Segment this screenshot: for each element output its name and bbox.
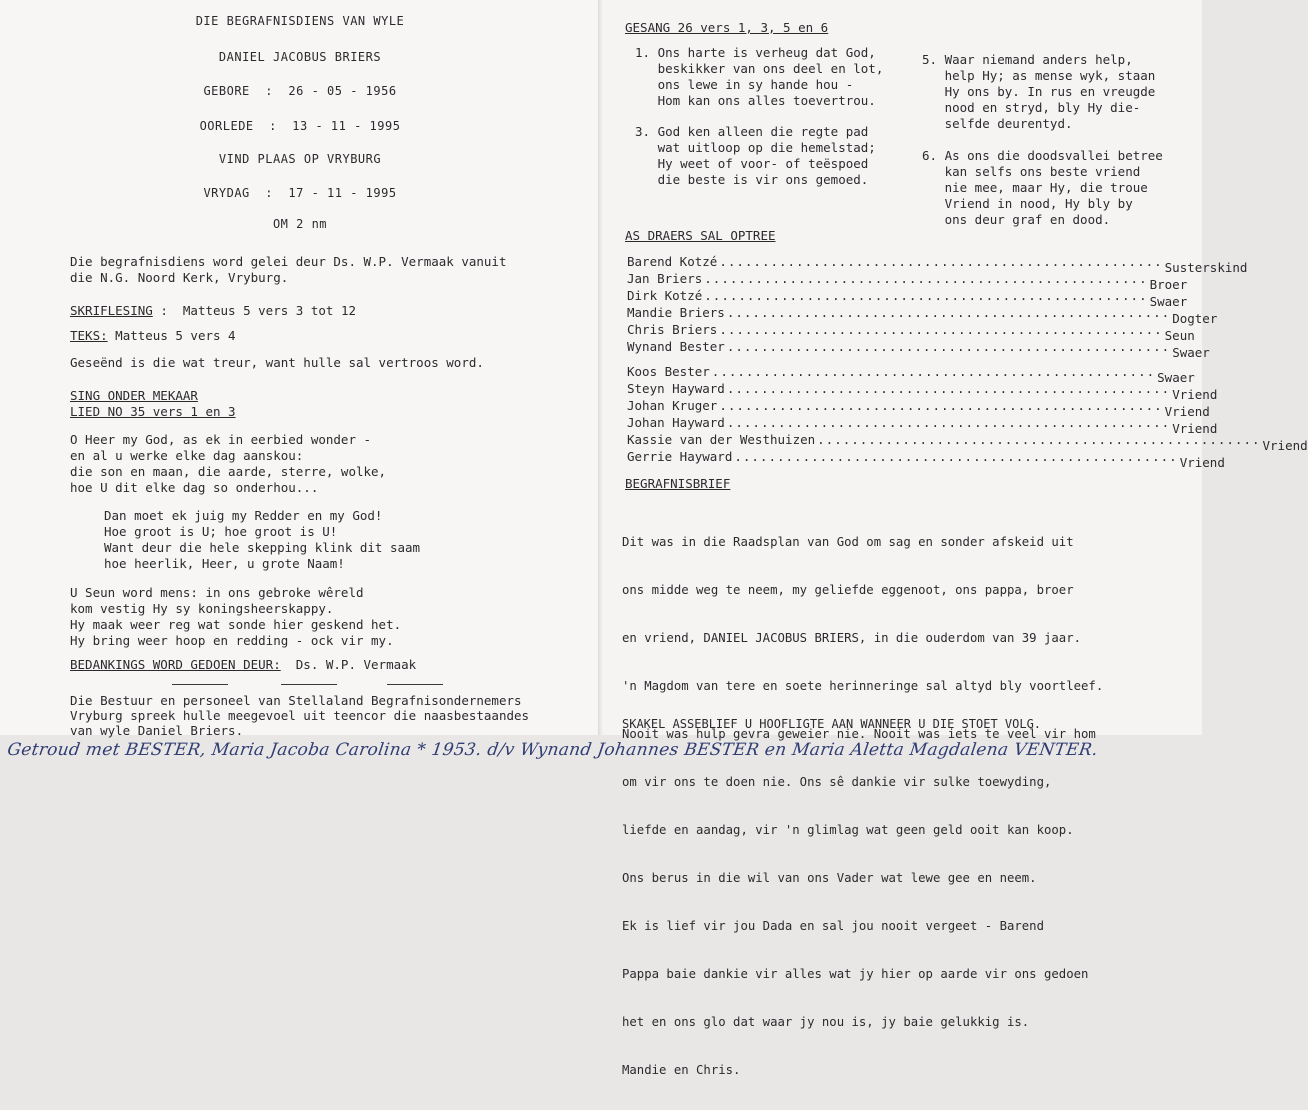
- pallbearer-name: Jan Briers: [627, 271, 703, 286]
- hymn-line: U Seun word mens: in ons gebroke wêreld: [70, 585, 364, 600]
- dot-leader: ....................................................: [734, 449, 1178, 464]
- pallbearer-role: Vriend: [1262, 438, 1308, 453]
- pallbearer-row: [627, 449, 1225, 470]
- verse-line: 3. God ken alleen die regte pad: [635, 124, 869, 139]
- verse-line: Hy ons by. In rus en vreugde: [922, 84, 1156, 99]
- hymn-line: hoe U dit elke dag so onderhou...: [70, 480, 319, 495]
- undertaker-line: van wyle Daniel Briers.: [70, 723, 244, 738]
- verse-line: wat uitloop op die hemelstad;: [635, 140, 876, 155]
- verse-line: ons lewe in sy hande hou -: [635, 77, 854, 92]
- verse-line: nie mee, maar Hy, die troue: [922, 180, 1148, 195]
- pallbearer-row: [627, 398, 1210, 419]
- dot-leader: ....................................................: [726, 305, 1171, 320]
- death-date: OORLEDE : 13 - 11 - 1995: [199, 119, 401, 133]
- letter-line: om vir ons te doen nie. Ons sê dankie vir sulke toewyding,: [622, 775, 1052, 789]
- letter-line: liefde en aandag, vir 'n glimlag wat geen geld ooit kan koop.: [622, 823, 1074, 837]
- divider: [281, 684, 337, 685]
- text-quote: Geseënd is die wat treur, want hulle sal vertroos word.: [70, 355, 484, 370]
- left-page: [0, 0, 600, 738]
- verse-line: nood en stryd, bly Hy die-: [922, 100, 1141, 115]
- pallbearer-role: Vriend: [1164, 404, 1210, 419]
- pallbearer-name: Gerrie Hayward: [627, 449, 733, 464]
- chorus-line: hoe heerlik, Heer, u grote Naam!: [104, 556, 345, 571]
- thanks-name: Ds. W.P. Vermaak: [280, 657, 417, 672]
- divider: [387, 684, 443, 685]
- pallbearer-role: Seun: [1164, 328, 1195, 343]
- pallbearer-row: [627, 305, 1218, 326]
- letter-line: Nooit was hulp gevra geweier nie. Nooit was iets te veel vir hom: [622, 727, 1096, 741]
- hymn-line: Hy bring weer hoop en redding - ock vir my.: [70, 633, 394, 648]
- chorus-line: Dan moet ek juig my Redder en my God!: [104, 508, 383, 523]
- pallbearer-role: Swaer: [1172, 345, 1210, 360]
- pallbearer-role: Vriend: [1172, 421, 1218, 436]
- pallbearer-name: Johan Kruger: [627, 398, 718, 413]
- verse-line: Vriend in nood, Hy bly by: [922, 196, 1133, 211]
- pallbearer-row: [627, 254, 1248, 275]
- gesang-verse-6: [922, 148, 1163, 228]
- sing-heading: SING ONDER MEKAAR: [70, 388, 198, 403]
- letter-line: Ons berus in die wil van ons Vader wat lewe gee en neem.: [622, 871, 1037, 885]
- verse-line: 5. Waar niemand anders help,: [922, 52, 1133, 67]
- verse-line: Hy weet of voor- of teëspoed: [635, 156, 869, 171]
- gesang-verse-1: [635, 45, 883, 109]
- text-ref: Matteus 5 vers 4: [107, 328, 236, 343]
- pallbearer-role: Vriend: [1172, 387, 1218, 402]
- intro-line: Die begrafnisdiens word gelei deur Ds. W.P. Vermaak vanuit: [70, 254, 507, 269]
- intro-line: die N.G. Noord Kerk, Vryburg.: [70, 270, 289, 285]
- pallbearer-role: Swaer: [1149, 294, 1188, 309]
- letter-body: [622, 502, 1103, 1110]
- dot-leader: ....................................................: [726, 415, 1171, 430]
- pallbearer-name: Mandie Briers: [627, 305, 725, 320]
- divider: [172, 684, 228, 685]
- pallbearer-row: [627, 432, 1308, 453]
- text-label: TEKS:: [70, 328, 108, 343]
- undertaker-line: Die Bestuur en personeel van Stellaland Begrafnisondernemers: [70, 693, 522, 708]
- birth-date: GEBORE : 26 - 05 - 1956: [203, 84, 397, 98]
- letter-line: Dit was in die Raadsplan van God om sag en sonder afskeid uit: [622, 535, 1074, 549]
- verse-line: Hom kan ons alles toevertrou.: [635, 93, 876, 108]
- pallbearer-name: Dirk Kotzé: [627, 288, 703, 303]
- pallbearer-row: [627, 271, 1188, 292]
- dot-leader: ....................................................: [726, 339, 1171, 354]
- sermon-text: [70, 328, 236, 344]
- verse-line: 6. As ons die doodsvallei betree: [922, 148, 1163, 163]
- verse-line: help Hy; as mense wyk, staan: [922, 68, 1156, 83]
- scripture-label: SKRIFLESING: [70, 303, 153, 318]
- dot-leader: ....................................................: [719, 322, 1163, 337]
- pallbearer-row: [627, 322, 1195, 343]
- pallbearer-role: Swaer: [1157, 370, 1195, 385]
- verse-line: selfde deurentyd.: [922, 116, 1073, 131]
- pallbearer-row: [627, 364, 1195, 385]
- hymn-line: kom vestig Hy sy koningsheerskappy.: [70, 601, 334, 616]
- chorus-line: Hoe groot is U; hoe groot is U!: [104, 524, 338, 539]
- hymn-line: O Heer my God, as ek in eerbied wonder -: [70, 432, 372, 447]
- pallbearer-name: Koos Bester: [627, 364, 710, 379]
- letter-line: en vriend, DANIEL JACOBUS BRIERS, in die ouderdom van 39 jaar.: [622, 631, 1082, 645]
- pallbearer-role: Broer: [1149, 277, 1188, 292]
- thanks-line: [70, 657, 416, 673]
- pallbearer-name: Kassie van der Westhuizen: [627, 432, 816, 447]
- closing-note: SKAKEL ASSEBLIEF U HOOFLIGTE AAN WANNEER U DIE STOET VOLG.: [622, 717, 1042, 731]
- scripture-text: : Matteus 5 vers 3 tot 12: [152, 303, 356, 318]
- gesang-verse-3: [635, 124, 876, 188]
- pallbearer-name: Chris Briers: [627, 322, 718, 337]
- pallbearer-role: Susterskind: [1164, 260, 1248, 275]
- letter-line: Pappa baie dankie vir alles wat jy hier op aarde vir ons gedoen: [622, 967, 1089, 981]
- gesang-verse-5: [922, 52, 1155, 132]
- dot-leader: ....................................................: [726, 381, 1171, 396]
- hymn-line: Hy maak weer reg wat sonde hier geskend het.: [70, 617, 402, 632]
- pallbearer-row: [627, 339, 1210, 360]
- dot-leader: ....................................................: [704, 271, 1148, 286]
- chorus-line: Want deur die hele skepping klink dit saam: [104, 540, 421, 555]
- hymn-heading: LIED NO 35 vers 1 en 3: [70, 404, 236, 419]
- pallbearers-heading: AS DRAERS SAL OPTREE: [625, 228, 776, 243]
- deceased-name: DANIEL JACOBUS BRIERS: [218, 50, 382, 64]
- pallbearer-row: [627, 415, 1218, 436]
- dot-leader: ....................................................: [817, 432, 1261, 447]
- handwritten-note: Getroud met BESTER, Maria Jacoba Carolina * 1953. d/v Wynand Johannes BESTER en Maria Aletta Magdalena VENTER.: [6, 740, 1100, 760]
- verse-line: ons deur graf en dood.: [922, 212, 1111, 227]
- gesang-heading: GESANG 26 vers 1, 3, 5 en 6: [625, 20, 829, 35]
- service-place: VIND PLAAS OP VRYBURG: [218, 152, 382, 166]
- service-date: VRYDAG : 17 - 11 - 1995: [203, 186, 397, 200]
- pallbearer-name: Johan Hayward: [627, 415, 725, 430]
- dot-leader: ....................................................: [719, 254, 1163, 269]
- hymn-line: die son en maan, die aarde, sterre, wolke,: [70, 464, 387, 479]
- verse-line: die beste is vir ons gemoed.: [635, 172, 869, 187]
- pallbearer-role: Dogter: [1172, 311, 1218, 326]
- pallbearer-name: Wynand Bester: [627, 339, 725, 354]
- letter-heading: BEGRAFNISBRIEF: [625, 476, 731, 491]
- scripture-reading: [70, 303, 356, 319]
- service-time: OM 2 nm: [272, 217, 328, 231]
- dot-leader: ....................................................: [719, 398, 1163, 413]
- pallbearer-name: Barend Kotzé: [627, 254, 718, 269]
- pallbearer-role: Vriend: [1179, 455, 1225, 470]
- pallbearer-row: [627, 288, 1188, 309]
- letter-line: 'n Magdom van tere en soete herinneringe sal altyd bly voortleef.: [622, 679, 1104, 693]
- thanks-label: BEDANKINGS WORD GEDOEN DEUR:: [70, 657, 281, 672]
- letter-line: Mandie en Chris.: [622, 1063, 741, 1077]
- dot-leader: ....................................................: [704, 288, 1148, 303]
- verse-line: beskikker van ons deel en lot,: [635, 61, 884, 76]
- pallbearer-row: [627, 381, 1218, 402]
- hymn-line: en al u werke elke dag aanskou:: [70, 448, 304, 463]
- undertaker-line: Vryburg spreek hulle meegevoel uit teencor die naasbestaandes: [70, 708, 530, 723]
- pallbearer-name: Steyn Hayward: [627, 381, 725, 396]
- verse-line: 1. Ons harte is verheug dat God,: [635, 45, 876, 60]
- service-title: DIE BEGRAFNISDIENS VAN WYLE: [195, 14, 405, 28]
- letter-line: het en ons glo dat waar jy nou is, jy baie gelukkig is.: [622, 1015, 1030, 1029]
- letter-line: ons midde weg te neem, my geliefde eggenoot, ons pappa, broer: [622, 583, 1074, 597]
- verse-line: kan selfs ons beste vriend: [922, 164, 1141, 179]
- right-page: [602, 0, 1308, 1077]
- dot-leader: ....................................................: [711, 364, 1156, 379]
- letter-line: Ek is lief vir jou Dada en sal jou nooit vergeet - Barend: [622, 919, 1044, 933]
